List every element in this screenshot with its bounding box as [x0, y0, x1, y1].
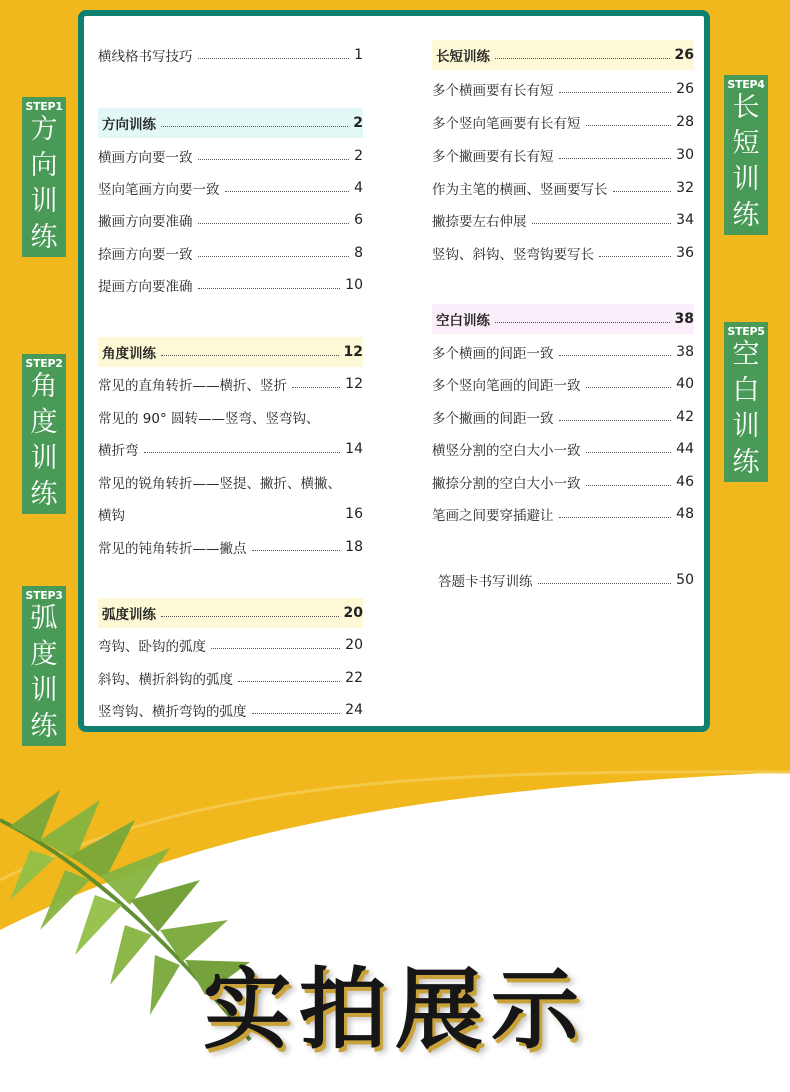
toc-entry-title: 捺画方向要一致 [98, 247, 193, 263]
toc-entry[interactable] [98, 467, 363, 497]
dot-leader [599, 256, 671, 257]
toc-entry-page: 48 [676, 506, 694, 522]
step-char: 方 [30, 114, 58, 145]
step4-tag [724, 75, 768, 235]
dot-leader [198, 159, 350, 160]
toc-section-heading[interactable] [98, 108, 363, 138]
toc-entry-title: 撇捺要左右伸展 [432, 214, 527, 230]
toc-entry[interactable] [98, 630, 363, 660]
toc-entry[interactable] [432, 434, 694, 464]
step-char: 弧 [30, 603, 58, 634]
toc-entry-title: 横折弯 [98, 443, 139, 459]
dot-leader [532, 223, 672, 224]
toc-entry-title: 撇捺分割的空白大小一致 [432, 476, 581, 492]
dot-leader [495, 58, 670, 59]
toc-entry[interactable] [98, 173, 363, 203]
toc-entry-title: 笔画之间要穿插避让 [432, 508, 554, 524]
toc-entry[interactable] [98, 434, 363, 464]
hero-title: 实拍展示 [202, 957, 587, 1061]
toc-entry[interactable] [432, 369, 694, 399]
step-char: 度 [30, 407, 58, 438]
step-char: 训 [30, 186, 58, 217]
dot-leader [198, 288, 341, 289]
toc-entry-title: 角度训练 [102, 346, 156, 362]
toc-entry[interactable] [432, 238, 694, 268]
toc-entry-title: 撇画方向要准确 [98, 214, 193, 230]
toc-entry-title: 常见的直角转折——横折、竖折 [98, 378, 287, 394]
toc-entry-page: 44 [676, 441, 694, 457]
step-char: 角 [30, 371, 58, 402]
step-number: STEP3 [25, 589, 63, 602]
toc-entry-title: 多个撇画的间距一致 [432, 411, 554, 427]
dot-leader [144, 452, 341, 453]
toc-entry-page: 2 [353, 115, 363, 131]
toc-entry-page: 20 [343, 605, 363, 621]
toc-entry[interactable] [432, 499, 694, 529]
dot-leader [252, 550, 341, 551]
toc-entry[interactable] [432, 337, 694, 367]
toc-entry[interactable] [432, 467, 694, 497]
dot-leader [161, 616, 339, 617]
toc-card [78, 10, 710, 732]
toc-entry-title: 竖向笔画方向要一致 [98, 182, 220, 198]
dot-leader [559, 420, 672, 421]
step-char: 练 [30, 222, 58, 253]
toc-entry-title: 竖钩、斜钩、竖弯钩要写长 [432, 247, 594, 263]
step-number: STEP4 [727, 78, 765, 91]
toc-entry-title: 作为主笔的横画、竖画要写长 [432, 182, 608, 198]
dot-leader [495, 322, 670, 323]
dot-leader [613, 191, 672, 192]
step-char: 短 [732, 128, 760, 159]
dot-leader [225, 191, 350, 192]
toc-entry-page: 32 [676, 180, 694, 196]
toc-entry-title: 方向训练 [102, 117, 156, 133]
toc-entry-page: 14 [345, 441, 363, 457]
toc-entry-title: 多个横画要有长有短 [432, 83, 554, 99]
toc-entry[interactable] [432, 107, 694, 137]
toc-entry[interactable] [98, 40, 363, 70]
toc-entry-page: 10 [345, 277, 363, 293]
step2-tag [22, 354, 66, 514]
dot-leader [586, 485, 672, 486]
toc-entry-page: 16 [345, 506, 363, 522]
toc-entry-title: 多个撇画要有长有短 [432, 149, 554, 165]
step3-tag [22, 586, 66, 746]
step-char: 练 [30, 479, 58, 510]
toc-entry-title: 常见的 90° 圆转——竖弯、竖弯钩、 [98, 411, 320, 427]
toc-entry-page: 36 [676, 245, 694, 261]
toc-entry-page: 18 [345, 539, 363, 555]
toc-entry-page: 34 [676, 212, 694, 228]
toc-section-heading[interactable] [432, 40, 694, 70]
step-number: STEP2 [25, 357, 63, 370]
dot-leader [586, 387, 672, 388]
step-char: 练 [732, 447, 760, 478]
toc-entry[interactable] [98, 270, 363, 300]
toc-entry-title: 弯钩、卧钩的弧度 [98, 639, 206, 655]
step-char: 练 [732, 200, 760, 231]
dot-leader [161, 355, 339, 356]
toc-entry-page: 26 [674, 47, 694, 63]
toc-entry[interactable] [432, 173, 694, 203]
toc-entry[interactable] [98, 695, 363, 725]
toc-section-heading[interactable] [432, 304, 694, 334]
toc-entry-page: 42 [676, 409, 694, 425]
step-number: STEP5 [727, 325, 765, 338]
toc-entry-page: 22 [345, 670, 363, 686]
toc-entry-page: 2 [354, 148, 363, 164]
toc-entry-page: 6 [354, 212, 363, 228]
toc-entry[interactable] [98, 402, 363, 432]
toc-entry-page: 26 [676, 81, 694, 97]
toc-entry[interactable] [432, 74, 694, 104]
step-char: 空 [732, 339, 760, 370]
dot-leader [252, 713, 341, 714]
toc-entry-title: 长短训练 [436, 49, 490, 65]
toc-entry-page: 40 [676, 376, 694, 392]
step-char: 向 [30, 150, 58, 181]
dot-leader [198, 58, 350, 59]
toc-entry[interactable] [98, 499, 363, 529]
toc-entry-title: 多个竖向笔画的间距一致 [432, 378, 581, 394]
toc-entry-page: 12 [345, 376, 363, 392]
toc-entry-title: 答题卡书写训练 [438, 574, 533, 590]
toc-entry[interactable] [432, 205, 694, 235]
toc-entry-title: 常见的钝角转折——撇点 [98, 541, 247, 557]
dot-leader [198, 256, 350, 257]
dot-leader [292, 387, 340, 388]
toc-entry-page: 50 [676, 572, 694, 588]
toc-entry-page: 30 [676, 147, 694, 163]
toc-entry[interactable] [98, 141, 363, 171]
dot-leader [559, 92, 672, 93]
toc-section-heading[interactable] [98, 337, 363, 367]
toc-entry[interactable] [432, 565, 694, 595]
dot-leader [586, 125, 672, 126]
dot-leader [538, 583, 672, 584]
toc-entry-page: 12 [343, 344, 363, 360]
toc-entry-title: 常见的锐角转折——竖提、撇折、横撇、 [98, 476, 341, 492]
toc-entry-title: 提画方向要准确 [98, 279, 193, 295]
step-char: 长 [732, 92, 760, 123]
step-char: 训 [30, 675, 58, 706]
toc-entry-page: 28 [676, 114, 694, 130]
dot-leader [211, 648, 340, 649]
toc-entry-title: 弧度训练 [102, 607, 156, 623]
toc-entry-page: 38 [674, 311, 694, 327]
toc-entry-page: 20 [345, 637, 363, 653]
step-char: 训 [732, 411, 760, 442]
step-char: 白 [732, 375, 760, 406]
toc-entry-page: 24 [345, 702, 363, 718]
dot-leader [198, 223, 350, 224]
step-char: 练 [30, 711, 58, 742]
step-char: 训 [30, 443, 58, 474]
step-number: STEP1 [25, 100, 63, 113]
toc-entry-title: 横线格书写技巧 [98, 49, 193, 65]
step1-tag [22, 97, 66, 257]
toc-entry[interactable] [98, 663, 363, 693]
toc-entry-title: 横画方向要一致 [98, 150, 193, 166]
toc-entry-title: 竖弯钩、横折弯钩的弧度 [98, 704, 247, 720]
dot-leader [559, 517, 672, 518]
toc-entry-title: 横竖分割的空白大小一致 [432, 443, 581, 459]
toc-entry-page: 1 [354, 47, 363, 63]
toc-section-heading[interactable] [98, 598, 363, 628]
toc-entry-page: 38 [676, 344, 694, 360]
toc-entry[interactable] [432, 140, 694, 170]
toc-entry-title: 空白训练 [436, 313, 490, 329]
step5-tag [724, 322, 768, 482]
toc-entry[interactable] [98, 238, 363, 268]
step-char: 度 [30, 639, 58, 670]
dot-leader [559, 355, 672, 356]
toc-entry[interactable] [98, 205, 363, 235]
toc-entry-page: 46 [676, 474, 694, 490]
toc-entry[interactable] [432, 402, 694, 432]
toc-entry-title: 横钩 [98, 508, 125, 524]
step-char: 训 [732, 164, 760, 195]
toc-entry-title: 斜钩、横折斜钩的弧度 [98, 672, 233, 688]
toc-entry-page: 4 [354, 180, 363, 196]
toc-entry-page: 8 [354, 245, 363, 261]
toc-entry-title: 多个竖向笔画要有长有短 [432, 116, 581, 132]
toc-entry[interactable] [98, 532, 363, 562]
dot-leader [586, 452, 672, 453]
toc-entry-title: 多个横画的间距一致 [432, 346, 554, 362]
toc-entry[interactable] [98, 369, 363, 399]
dot-leader [559, 158, 672, 159]
dot-leader [238, 681, 340, 682]
dot-leader [161, 126, 348, 127]
